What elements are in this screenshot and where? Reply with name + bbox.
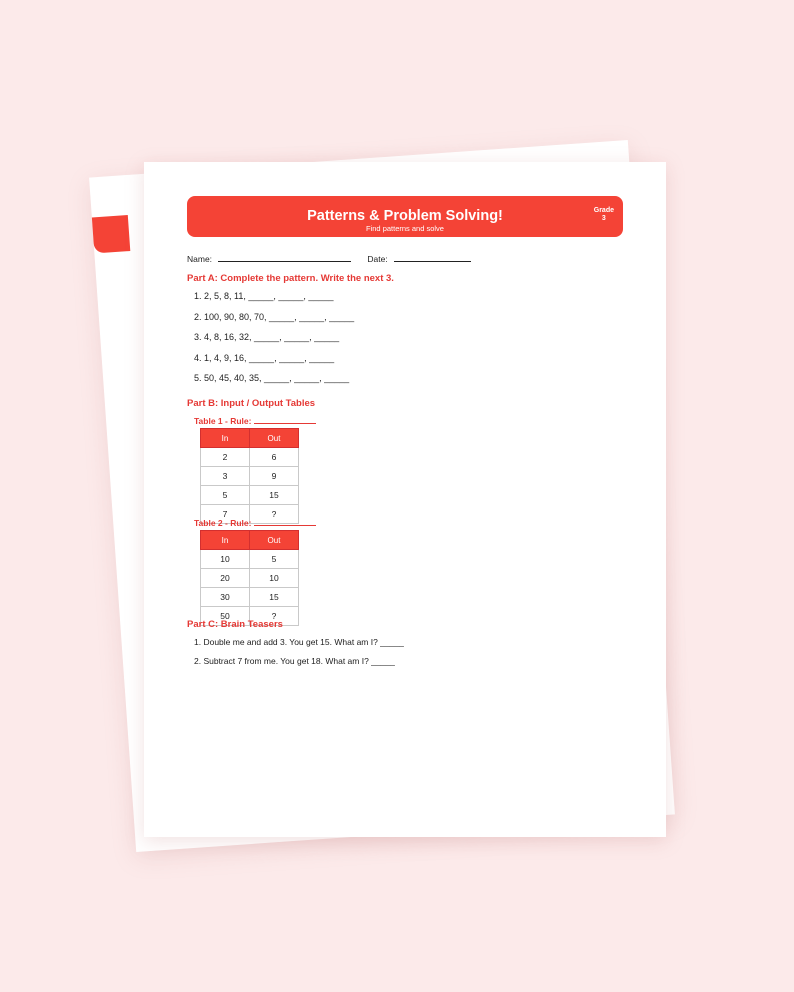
table-cell: ? xyxy=(250,607,299,626)
pattern-item: 2. 100, 90, 80, 70, _____, _____, _____ xyxy=(194,312,355,322)
table-cell: 3 xyxy=(201,467,250,486)
table-cell: 10 xyxy=(201,550,250,569)
table-cell: 9 xyxy=(250,467,299,486)
io-table-2 xyxy=(200,530,299,626)
table-cell: 2 xyxy=(201,448,250,467)
name-line[interactable] xyxy=(218,253,351,262)
name-date-row xyxy=(187,253,477,264)
table-cell: 30 xyxy=(201,588,250,607)
table-cell: ? xyxy=(250,505,299,524)
table-header-out: Out xyxy=(250,531,299,550)
table-2-rule-line[interactable] xyxy=(254,517,316,526)
table-cell: 7 xyxy=(201,505,250,524)
part-b-title: Part B: Input / Output Tables xyxy=(187,398,316,409)
worksheet-subtitle: Find patterns and solve xyxy=(366,224,444,233)
name-label: Name: xyxy=(187,254,213,264)
pattern-item: 3. 4, 8, 16, 32, _____, _____, _____ xyxy=(194,332,340,342)
table-row xyxy=(201,550,299,569)
table-cell: 6 xyxy=(250,448,299,467)
worksheet-title: Patterns & Problem Solving! xyxy=(307,208,503,224)
table-row xyxy=(201,467,299,486)
pattern-item: 4. 1, 4, 9, 16, _____, _____, _____ xyxy=(194,353,335,363)
table-2-title xyxy=(194,517,316,528)
io-table-1 xyxy=(200,428,299,524)
table-cell: 15 xyxy=(250,588,299,607)
table-header-out: Out xyxy=(250,429,299,448)
table-header-in: In xyxy=(201,429,250,448)
pattern-item: 5. 50, 45, 40, 35, _____, _____, _____ xyxy=(194,373,350,383)
table-1-rule-line[interactable] xyxy=(254,415,316,424)
part-c-title: Part C: Brain Teasers xyxy=(187,619,283,630)
table-cell: 15 xyxy=(250,486,299,505)
table-cell: 5 xyxy=(250,550,299,569)
brain-teaser-item: 2. Subtract 7 from me. You get 18. What am I? _____ xyxy=(194,656,395,666)
part-a-title: Part A: Complete the pattern. Write the next 3. xyxy=(187,273,394,284)
table-2-rule-label: Table 2 - Rule: xyxy=(194,518,252,528)
table-cell: 5 xyxy=(201,486,250,505)
grade-badge xyxy=(594,207,614,223)
table-row xyxy=(201,588,299,607)
worksheet-page xyxy=(144,162,666,837)
date-line[interactable] xyxy=(394,253,471,262)
table-row xyxy=(201,448,299,467)
grade-value: 3 xyxy=(601,215,606,222)
table-cell: 10 xyxy=(250,569,299,588)
table-row xyxy=(201,569,299,588)
table-cell: 50 xyxy=(201,607,250,626)
date-label: Date: xyxy=(367,254,388,264)
table-header-in: In xyxy=(201,531,250,550)
back-sheet-banner-edge xyxy=(92,215,130,253)
title-banner xyxy=(187,196,623,237)
table-cell: 20 xyxy=(201,569,250,588)
table-row xyxy=(201,486,299,505)
brain-teaser-item: 1. Double me and add 3. You get 15. What am I? _____ xyxy=(194,637,404,647)
table-1-title xyxy=(194,415,316,426)
grade-label: Grade xyxy=(593,207,614,214)
table-1-rule-label: Table 1 - Rule: xyxy=(194,416,252,426)
pattern-item: 1. 2, 5, 8, 11, _____, _____, _____ xyxy=(194,291,334,301)
